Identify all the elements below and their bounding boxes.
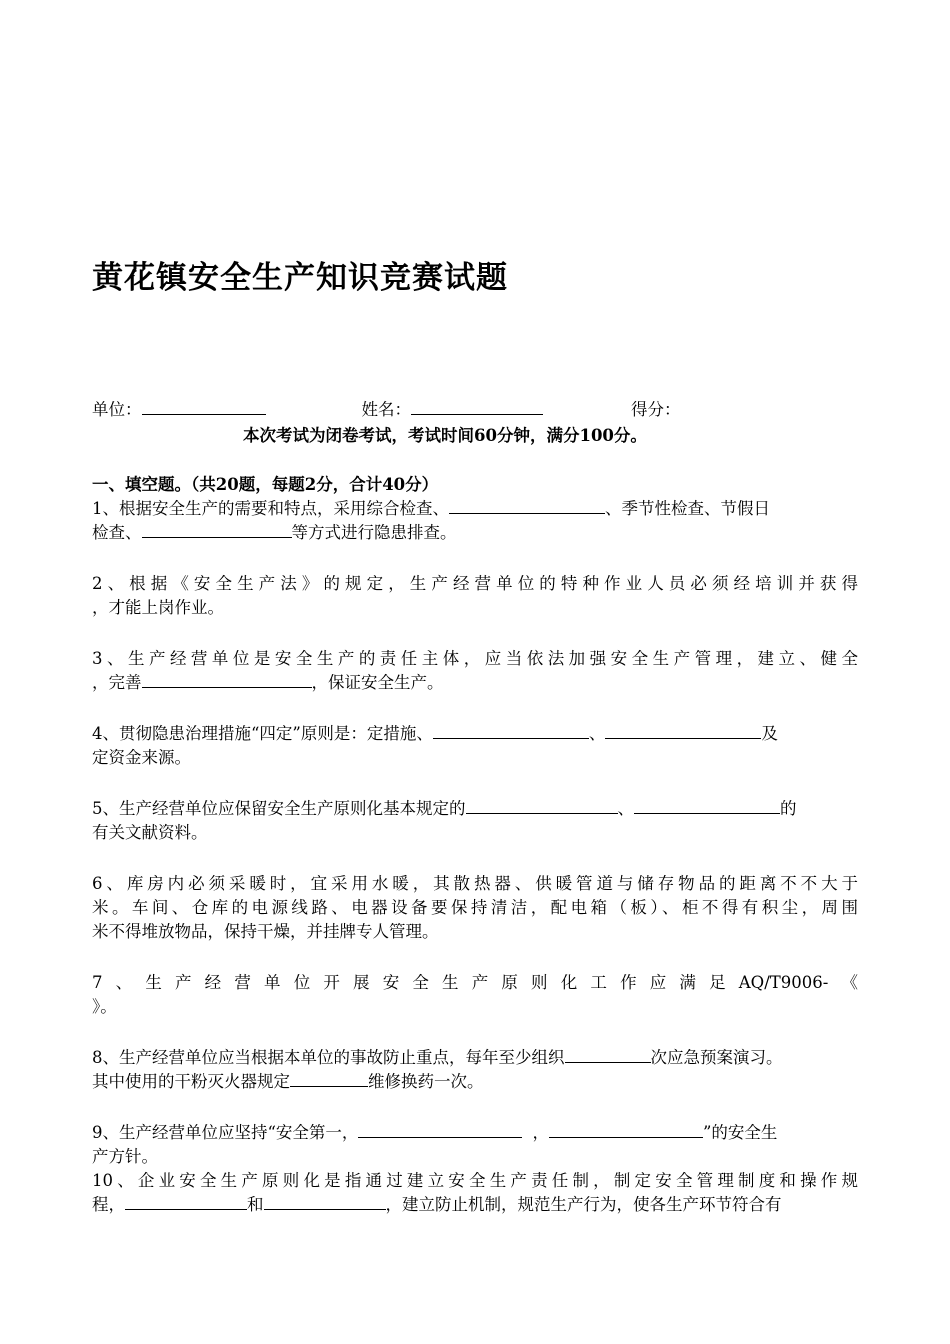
question-8-line-2: 其中使用的干粉灭火器规定 维修换药一次。 bbox=[92, 1072, 484, 1091]
name-blank[interactable] bbox=[411, 398, 543, 415]
question-2-line-1: 2、根据《安全生产法》的规定，生产经营单位的特种作业人员必须经培训并获得 bbox=[92, 574, 858, 593]
section-heading: 一、填空题。（共20题，每题2分，合计40分） bbox=[92, 475, 439, 494]
q4-blank-1[interactable] bbox=[433, 722, 589, 739]
question-9-line-2: 产方针。 bbox=[92, 1147, 158, 1166]
question-7-line-2: 》。 bbox=[92, 997, 117, 1016]
page-title: 黄花镇安全生产知识竞赛试题 bbox=[92, 260, 508, 296]
question-1-line-2: 检查、 等方式进行隐患排查。 bbox=[92, 523, 457, 542]
question-4-line-1: 4、贯彻隐患治理措施“四定”原则是：定措施、 、 及 bbox=[92, 724, 778, 743]
q10-blank-1[interactable] bbox=[125, 1193, 247, 1210]
header-row bbox=[92, 398, 681, 422]
question-3-line-2: ，完善 ，保证安全生产。 bbox=[92, 673, 444, 692]
question-3-line-1: 3、生产经营单位是安全生产的责任主体，应当依法加强安全生产管理，建立、健全 bbox=[92, 649, 858, 668]
q8-blank-2[interactable] bbox=[290, 1070, 368, 1087]
q9-blank-2[interactable] bbox=[549, 1121, 703, 1138]
name-label: 姓名： bbox=[361, 400, 411, 419]
q1-blank-2[interactable] bbox=[142, 521, 292, 538]
q9-blank-1[interactable] bbox=[358, 1121, 522, 1138]
unit-label: 单位： bbox=[92, 400, 142, 419]
q4-blank-2[interactable] bbox=[605, 722, 761, 739]
question-1-line-1: 1、根据安全生产的需要和特点，采用综合检查、 、季节性检查、节假日 bbox=[92, 499, 770, 518]
q5-blank-1[interactable] bbox=[466, 797, 618, 814]
question-6-line-3: 米不得堆放物品，保持干燥，并挂牌专人管理。 bbox=[92, 922, 439, 941]
question-8-line-1: 8、生产经营单位应当根据本单位的事故防止重点，每年至少组织 次应急预案演习。 bbox=[92, 1048, 783, 1067]
question-9-line-1: 9、生产经营单位应坚持“安全第一， ， ”的安全生 bbox=[92, 1123, 778, 1142]
question-6-line-2: 米。车间、仓库的电源线路、电器设备要保持清洁，配电箱（板）、柜不得有积尘，周围 bbox=[92, 898, 858, 917]
q10-blank-2[interactable] bbox=[264, 1193, 386, 1210]
question-5-line-2: 有关文献资料。 bbox=[92, 823, 208, 842]
question-7-line-1: 7、生产经营单位开展安全生产原则化工作应满足AQ/T9006-《 bbox=[92, 973, 858, 992]
question-10-line-2: 程， 和 ，建立防止机制，规范生产行为，使各生产环节符合有 bbox=[92, 1195, 782, 1214]
question-4-line-2: 定资金来源。 bbox=[92, 748, 191, 767]
q8-blank-1[interactable] bbox=[565, 1046, 651, 1063]
q1-blank-1[interactable] bbox=[449, 497, 605, 514]
q5-blank-2[interactable] bbox=[634, 797, 780, 814]
question-2-line-2: ，才能上岗作业。 bbox=[92, 598, 224, 617]
question-10-line-1: 10、企业安全生产原则化是指通过建立安全生产责任制，制定安全管理制度和操作规 bbox=[92, 1171, 858, 1190]
score-label: 得分： bbox=[631, 400, 681, 419]
exam-note: 本次考试为闭卷考试，考试时间60分钟，满分100分。 bbox=[243, 426, 647, 445]
q3-blank[interactable] bbox=[142, 671, 312, 688]
unit-blank[interactable] bbox=[142, 398, 266, 415]
question-6-line-1: 6、库房内必须采暖时，宜采用水暖，其散热器、供暖管道与储存物品的距离不不大于 bbox=[92, 874, 858, 893]
question-5-line-1: 5、生产经营单位应保留安全生产原则化基本规定的 、 的 bbox=[92, 799, 797, 818]
